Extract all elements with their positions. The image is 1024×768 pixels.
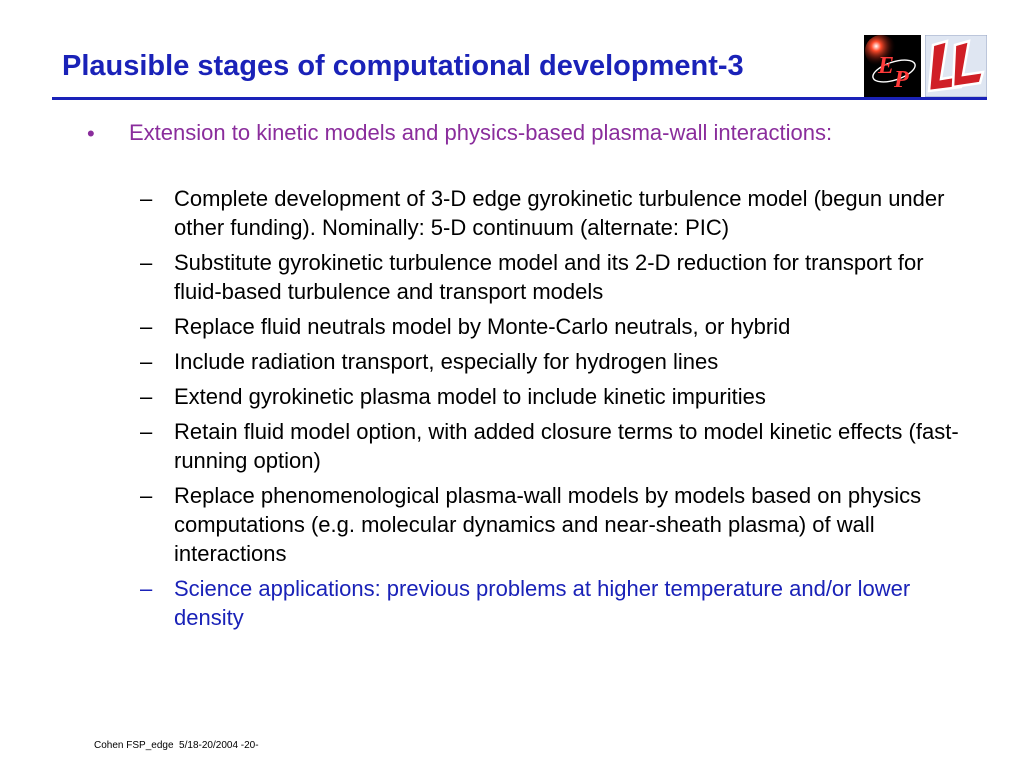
dash-marker: –	[140, 419, 153, 444]
sub-bullet-item	[140, 184, 960, 242]
sub-bullet-item	[140, 481, 960, 568]
sub-bullet-text: Replace fluid neutrals model by Monte-Carlo neutrals, or hybrid	[174, 314, 791, 339]
sub-bullet-list	[140, 184, 960, 638]
ep-logo	[864, 35, 921, 97]
sub-bullet-item	[140, 347, 960, 376]
sub-bullet-item	[140, 312, 960, 341]
sub-bullet-item	[140, 248, 960, 306]
dash-marker: –	[140, 250, 153, 275]
dash-marker: –	[140, 314, 153, 339]
dash-marker: –	[140, 483, 153, 508]
sub-bullet-text: Retain fluid model option, with added closure terms to model kinetic effects (fast-running option)	[174, 419, 959, 473]
dash-marker: –	[140, 349, 153, 374]
ep-logo-graphic	[864, 35, 921, 97]
sub-bullet-item-science-applications	[140, 574, 960, 632]
sub-bullet-text: Replace phenomenological plasma-wall models by models based on physics computations (e.g. molecular dynamics and near-sheath plasma) of wall interactions	[174, 483, 922, 566]
main-bullet-marker: •	[87, 121, 95, 146]
dash-marker: –	[140, 186, 153, 211]
ll-logo	[925, 35, 987, 97]
sub-bullet-text: Substitute gyrokinetic turbulence model and its 2-D reduction for transport for fluid-based turbulence and transport models	[174, 250, 924, 304]
sub-bullet-text: Include radiation transport, especially for hydrogen lines	[174, 349, 719, 374]
sub-bullet-item	[140, 382, 960, 411]
ep-logo-letter-e: E	[878, 53, 895, 79]
ll-logo-graphic	[925, 35, 987, 97]
main-bullet-text: Extension to kinetic models and physics-based plasma-wall interactions:	[129, 120, 833, 145]
title-underline	[52, 97, 987, 100]
ep-logo-letter-p: P	[894, 67, 909, 93]
sub-bullet-text: Science applications: previous problems at higher temperature and/or lower density	[174, 576, 911, 630]
slide-title: Plausible stages of computational development-3	[62, 50, 744, 82]
sub-bullet-text: Complete development of 3-D edge gyrokinetic turbulence model (begun under other funding). Nominally: 5-D continuum (alternate: PIC)	[174, 186, 945, 240]
sub-bullet-text: Extend gyrokinetic plasma model to include kinetic impurities	[174, 384, 766, 409]
sub-bullet-item	[140, 417, 960, 475]
slide-footer: Cohen FSP_edge 5/18-20/2004 -20-	[94, 740, 259, 751]
dash-marker: –	[140, 576, 153, 601]
dash-marker: –	[140, 384, 153, 409]
